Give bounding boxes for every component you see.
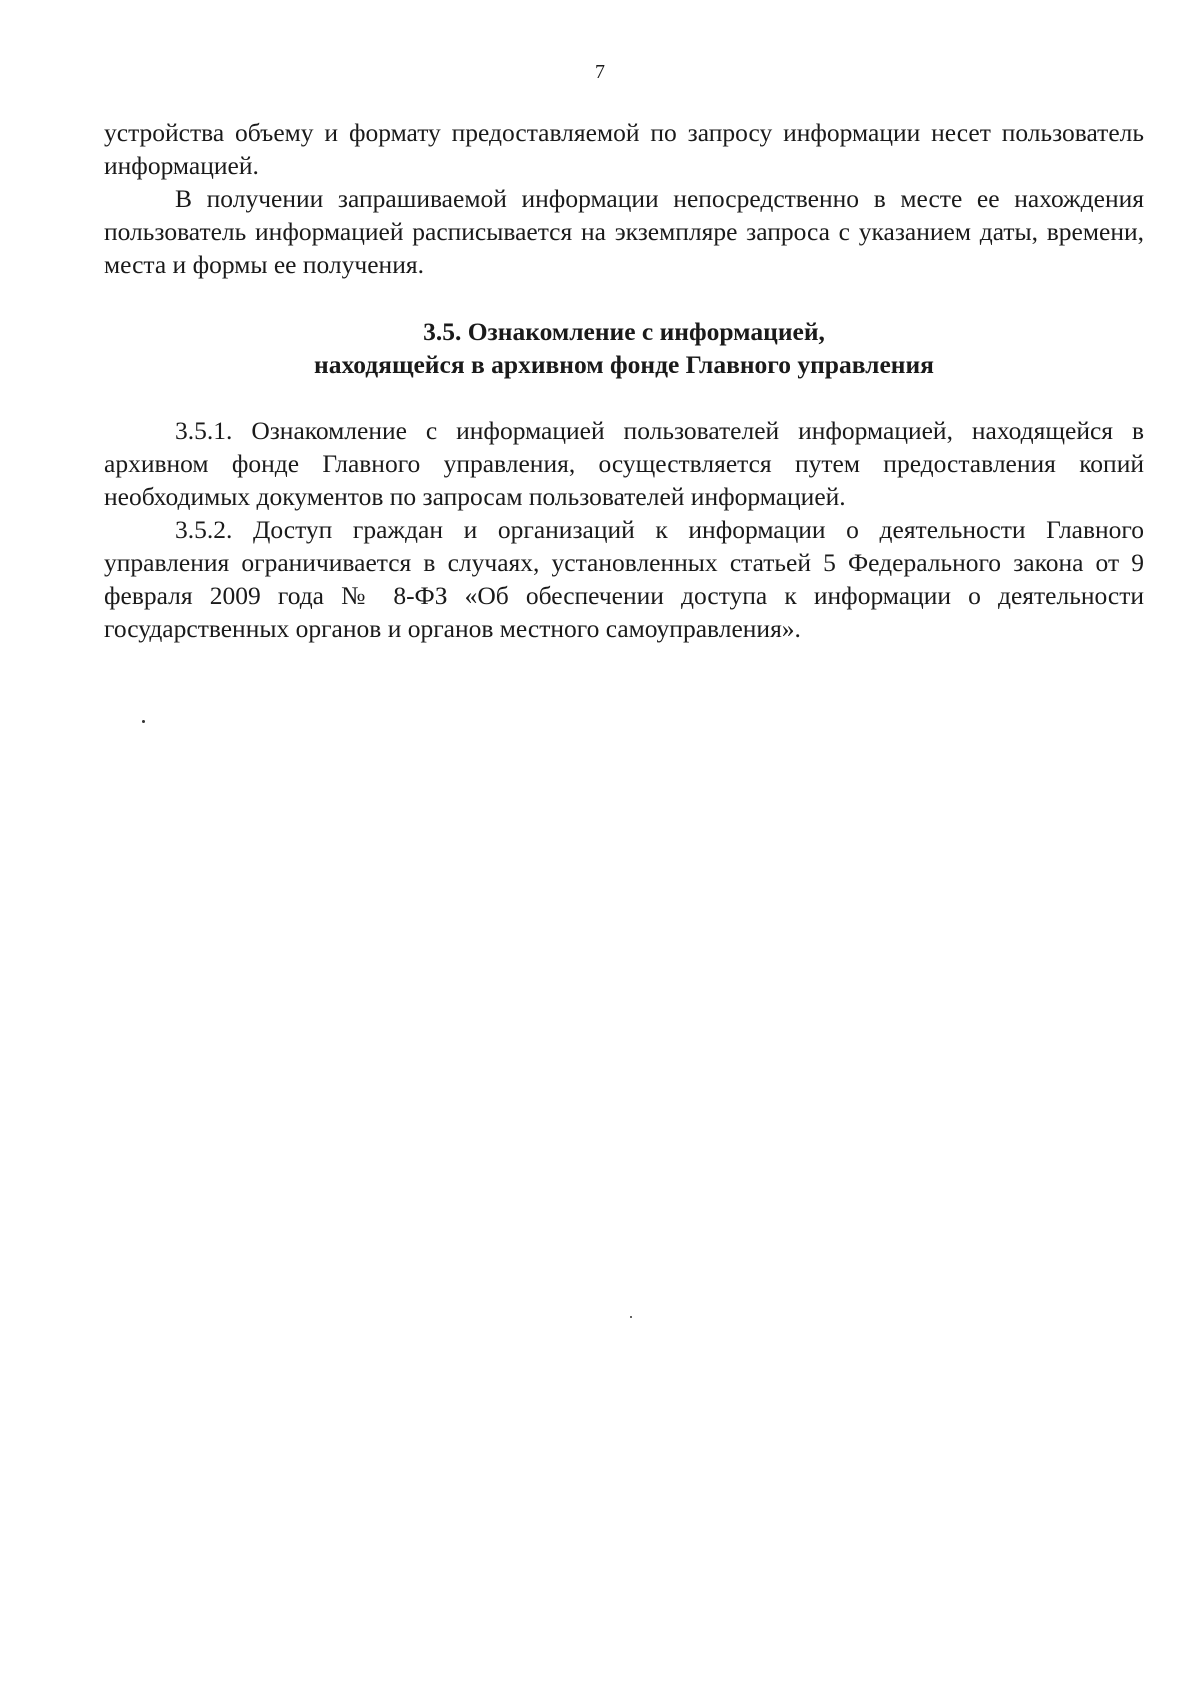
document-body [104, 116, 1144, 645]
page-number: 7 [595, 61, 605, 83]
paragraph-3-5-2: 3.5.2. Доступ граждан и организаций к информации о деятельности Главного управления ограничивается в случаях, установленных статьей 5 Федерального закона от 9 февраля 2009 года № 8-ФЗ «Об обеспечении доступа к информации о деятельности государственных органов и органов местного самоуправления». [104, 515, 1144, 643]
section-heading [104, 315, 1144, 381]
section-heading-line-1: 3.5. Ознакомление с информацией, [423, 317, 825, 346]
paragraph-continuation: устройства объему и формату предоставляемой по запросу информации несет пользователь информацией. [104, 118, 1144, 180]
paragraph-3-5-1: 3.5.1. Ознакомление с информацией пользователей информацией, находящейся в архивном фонде Главного управления, осуществляется путем предоставления копий необходимых документов по запросам пользователей информацией. [104, 416, 1144, 511]
section-heading-line-2: находящейся в архивном фонде Главного управления [314, 350, 934, 379]
paragraph-receipt: В получении запрашиваемой информации непосредственно в месте ее нахождения пользователь информацией расписывается на экземпляре запроса с указанием даты, времени, места и формы ее получения. [104, 184, 1144, 279]
scan-speck [630, 1316, 632, 1318]
scan-speck [142, 720, 145, 723]
